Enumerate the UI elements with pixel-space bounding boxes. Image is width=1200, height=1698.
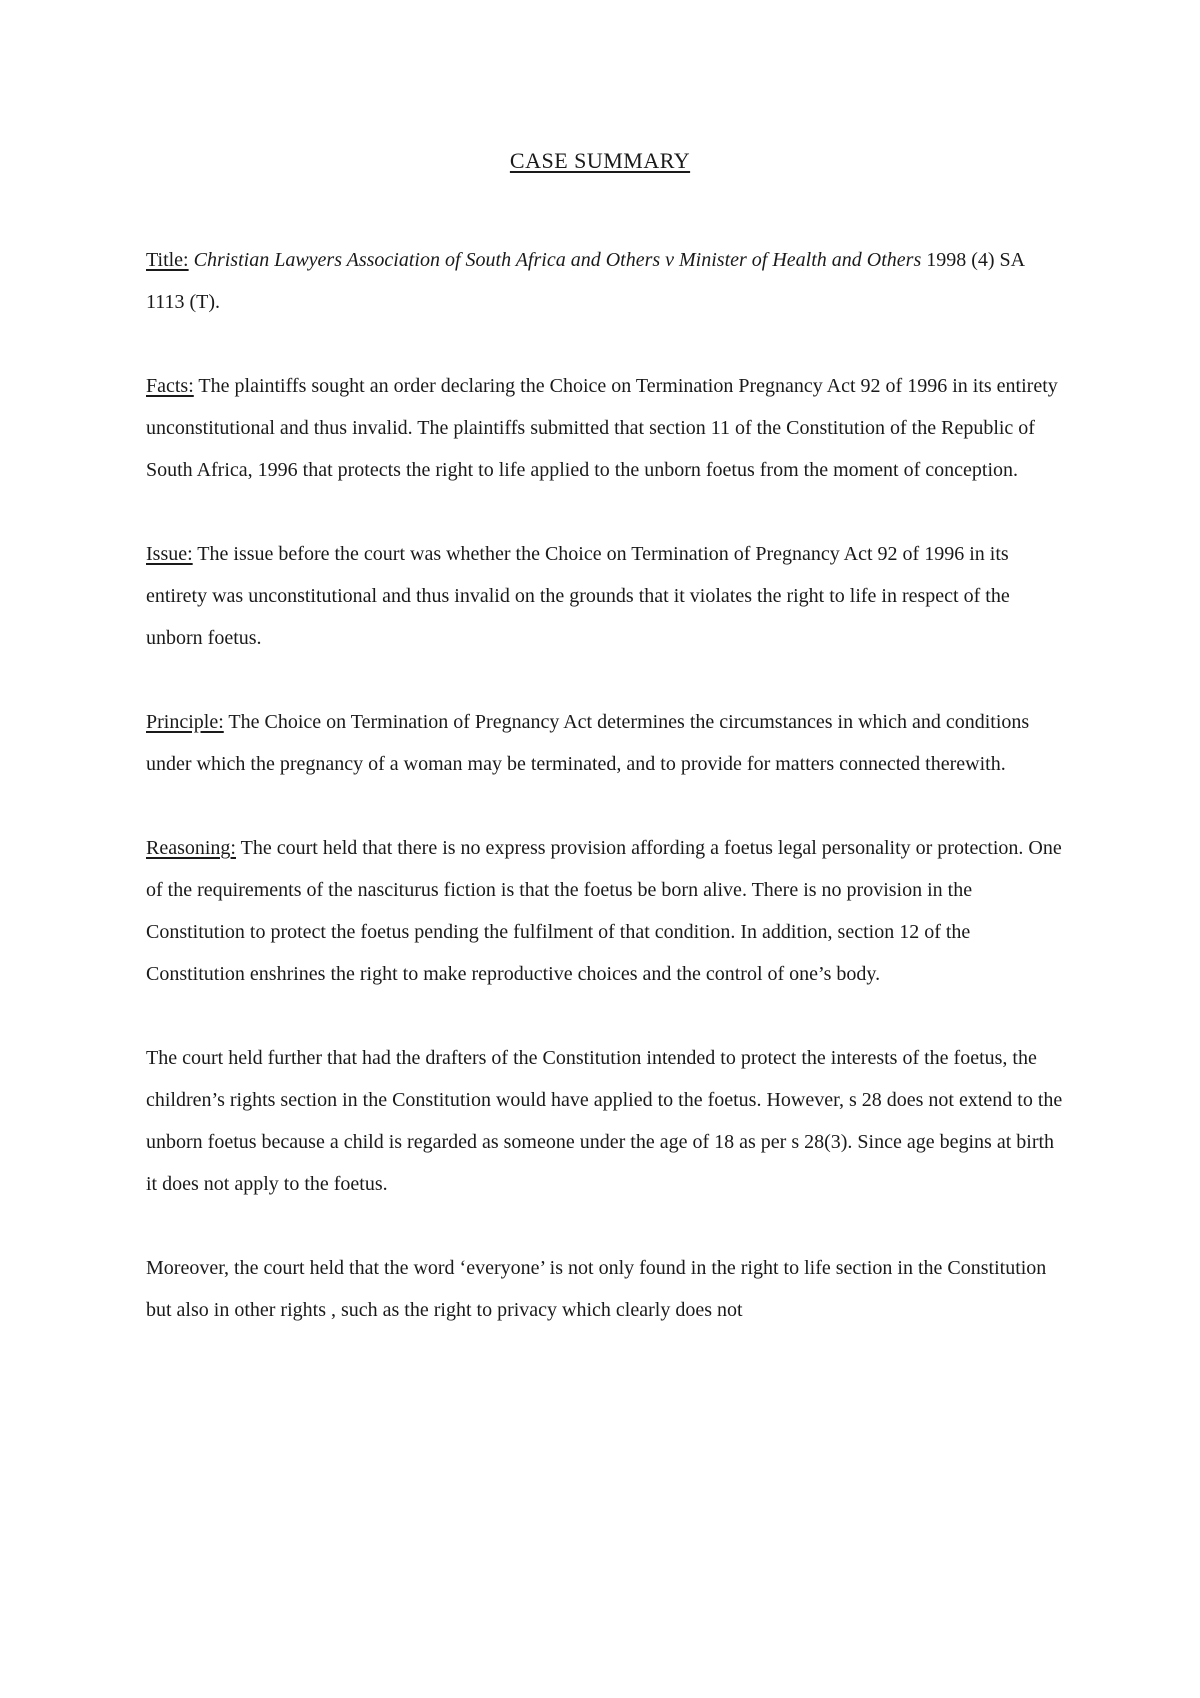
issue-paragraph (146, 533, 1066, 659)
facts-label: Facts: (146, 375, 194, 397)
facts-paragraph (146, 365, 1066, 491)
case-citation: 1998 (4) SA 1113 (T). (146, 249, 1025, 313)
reasoning-paragraph (146, 827, 1066, 995)
principle-text: The Choice on Termination of Pregnancy Act determines the circumstances in which and conditions under which the pregnancy of a woman may be terminated, and to provide for matters connected therewith. (146, 711, 1030, 775)
further-paragraph: The court held further that had the drafters of the Constitution intended to protect the interests of the foetus, the children’s rights section in the Constitution would have applied to the foetus. However, s 28 does not extend to the unborn foetus because a child is regarded as someone under the age of 18 as per s 28(3). Since age begins at birth it does not apply to the foetus. (146, 1047, 1063, 1195)
reasoning-text: The court held that there is no express provision affording a foetus legal personality or protection. One of the requirements of the nasciturus fiction is that the foetus be born alive. There is no provision in the Constitution to protect the foetus pending the fulfilment of that condition. In addition, section 12 of the Constitution enshrines the right to make reproductive choices and the control of one’s body. (146, 837, 1062, 985)
case-title-label: Title: (146, 249, 189, 271)
facts-text: The plaintiffs sought an order declaring the Choice on Termination Pregnancy Act 92 of 1996 in its entirety unconstitutional and thus invalid. The plaintiffs submitted that section 11 of the Constitution of the Republic of South Africa, 1996 that protects the right to life applied to the unborn foetus from the moment of conception. (146, 375, 1058, 481)
moreover-paragraph: Moreover, the court held that the word ‘everyone’ is not only found in the right to life section in the Constitution but also in other rights , such as the right to privacy which clearly does not (146, 1257, 1047, 1321)
reasoning-label: Reasoning: (146, 837, 236, 859)
principle-paragraph (146, 701, 1066, 785)
document-body (146, 239, 1066, 1373)
page-title: CASE SUMMARY (509, 148, 691, 173)
issue-text: The issue before the court was whether the Choice on Termination of Pregnancy Act 92 of 1996 in its entirety was unconstitutional and thus invalid on the grounds that it violates the right to life in respect of the unborn foetus. (146, 543, 1010, 649)
issue-label: Issue: (146, 543, 193, 565)
case-title-paragraph (146, 239, 1066, 323)
case-name: Christian Lawyers Association of South Africa and Others v Minister of Health and Others (188, 249, 922, 271)
principle-label: Principle: (146, 711, 224, 733)
